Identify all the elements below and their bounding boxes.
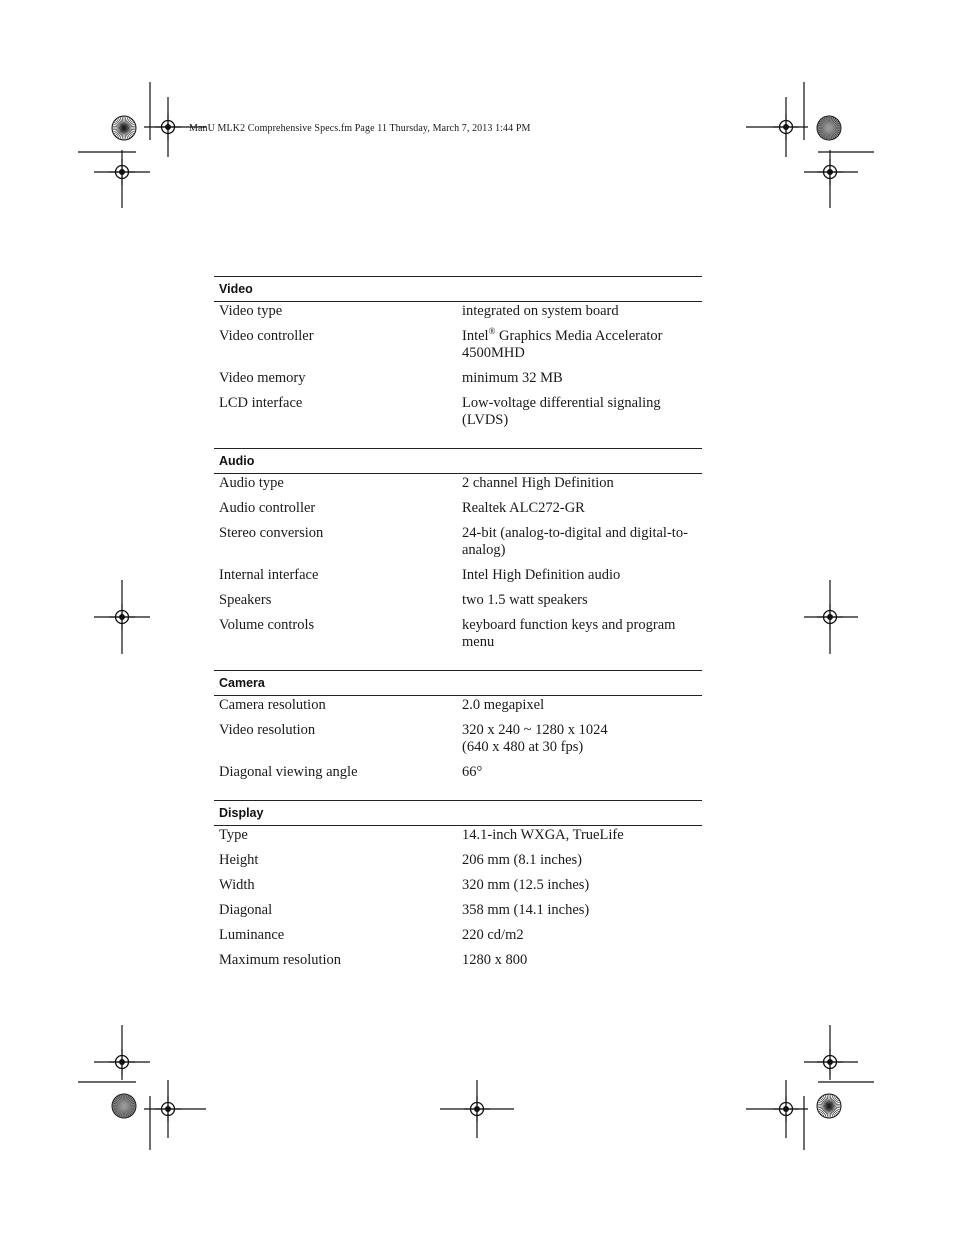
- spec-value: [462, 395, 702, 429]
- spec-label: Diagonal: [219, 902, 273, 918]
- spec-row: [214, 697, 702, 714]
- spec-value-line: analog): [462, 542, 506, 558]
- spec-label: Width: [219, 877, 255, 893]
- color-target-icon: [817, 116, 841, 140]
- section-body: [214, 302, 702, 448]
- spec-value: [462, 328, 702, 362]
- section-title: Audio: [214, 448, 702, 474]
- spec-row: [214, 827, 702, 844]
- spec-row: [214, 764, 702, 781]
- spec-row: [214, 525, 702, 559]
- spec-label: Speakers: [219, 592, 272, 608]
- spec-value-line: Intel High Definition audio: [462, 567, 621, 583]
- spec-value: [462, 952, 702, 969]
- spec-value-line: 2.0 megapixel: [462, 697, 545, 713]
- spec-value-line: (640 x 480 at 30 fps): [462, 739, 584, 755]
- spec-value: [462, 525, 702, 559]
- spec-value-line: 320 x 240 ~ 1280 x 1024: [462, 722, 608, 738]
- color-target-icon: [112, 116, 136, 140]
- spec-value-line: 14.1-inch WXGA, TrueLife: [462, 827, 624, 843]
- spec-value: [462, 852, 702, 869]
- spec-label: Height: [219, 852, 259, 868]
- spec-value: [462, 902, 702, 919]
- spec-section: [214, 276, 702, 448]
- spec-label: Luminance: [219, 927, 285, 943]
- spec-row: [214, 370, 702, 387]
- spec-label: Video resolution: [219, 722, 316, 738]
- section-body: [214, 826, 702, 988]
- spec-row: [214, 902, 702, 919]
- spec-label: Volume controls: [219, 617, 315, 633]
- spec-label: LCD interface: [219, 395, 303, 411]
- spec-value-line: 24-bit (analog-to-digital and digital-to-: [462, 525, 688, 541]
- spec-table: [214, 276, 702, 988]
- spec-label: Video type: [219, 303, 283, 319]
- spec-label: Video memory: [219, 370, 306, 386]
- spec-row: [214, 395, 702, 429]
- spec-row: [214, 592, 702, 609]
- spec-row: [214, 475, 702, 492]
- spec-value-line: Realtek ALC272-GR: [462, 500, 585, 516]
- spec-value: [462, 697, 702, 714]
- spec-label: Stereo conversion: [219, 525, 324, 541]
- spec-value: [462, 370, 702, 387]
- spec-row: [214, 927, 702, 944]
- color-target-icon: [817, 1094, 841, 1118]
- spec-value: [462, 827, 702, 844]
- spec-value-line: 320 mm (12.5 inches): [462, 877, 590, 893]
- spec-section: [214, 670, 702, 800]
- section-title: Display: [214, 800, 702, 826]
- spec-label: Internal interface: [219, 567, 319, 583]
- spec-label: Camera resolution: [219, 697, 326, 713]
- spec-value-line: minimum 32 MB: [462, 370, 563, 386]
- page-header: ManU MLK2 Comprehensive Specs.fm Page 11 Thursday, March 7, 2013 1:44 PM: [189, 123, 531, 134]
- spec-row: [214, 303, 702, 320]
- spec-label: Video controller: [219, 328, 314, 344]
- spec-label: Maximum resolution: [219, 952, 342, 968]
- spec-value-line: 2 channel High Definition: [462, 475, 614, 491]
- spec-label: Audio controller: [219, 500, 316, 516]
- spec-value-line: Intel® Graphics Media Accelerator: [462, 326, 663, 344]
- spec-value: [462, 877, 702, 894]
- spec-label: Type: [219, 827, 248, 843]
- spec-value: [462, 592, 702, 609]
- spec-value: [462, 567, 702, 584]
- spec-value-line: integrated on system board: [462, 303, 619, 319]
- spec-row: [214, 328, 702, 362]
- spec-value-line: menu: [462, 634, 495, 650]
- spec-label: Diagonal viewing angle: [219, 764, 358, 780]
- spec-value-line: 66°: [462, 764, 483, 780]
- spec-value-line: 206 mm (8.1 inches): [462, 852, 583, 868]
- spec-value-line: 1280 x 800: [462, 952, 528, 968]
- spec-section: [214, 800, 702, 988]
- spec-value: [462, 303, 702, 320]
- spec-value-line: (LVDS): [462, 412, 509, 428]
- spec-value: [462, 927, 702, 944]
- spec-value-line: 220 cd/m2: [462, 927, 524, 943]
- spec-section: [214, 448, 702, 670]
- spec-value-line: keyboard function keys and program: [462, 617, 676, 633]
- section-title: Camera: [214, 670, 702, 696]
- spec-label: Audio type: [219, 475, 284, 491]
- spec-value-line: Low-voltage differential signaling: [462, 395, 661, 411]
- spec-row: [214, 500, 702, 517]
- spec-row: [214, 852, 702, 869]
- spec-row: [214, 617, 702, 651]
- spec-value: [462, 500, 702, 517]
- section-body: [214, 474, 702, 670]
- spec-value-line: 4500MHD: [462, 345, 525, 361]
- section-title: Video: [214, 276, 702, 302]
- spec-value: [462, 617, 702, 651]
- spec-value: [462, 722, 702, 756]
- spec-row: [214, 567, 702, 584]
- spec-value-line: two 1.5 watt speakers: [462, 592, 588, 608]
- spec-value-line: 358 mm (14.1 inches): [462, 902, 590, 918]
- section-body: [214, 696, 702, 800]
- spec-row: [214, 877, 702, 894]
- spec-value: [462, 475, 702, 492]
- spec-row: [214, 952, 702, 969]
- spec-row: [214, 722, 702, 756]
- spec-value: [462, 764, 702, 781]
- color-target-icon: [112, 1094, 136, 1118]
